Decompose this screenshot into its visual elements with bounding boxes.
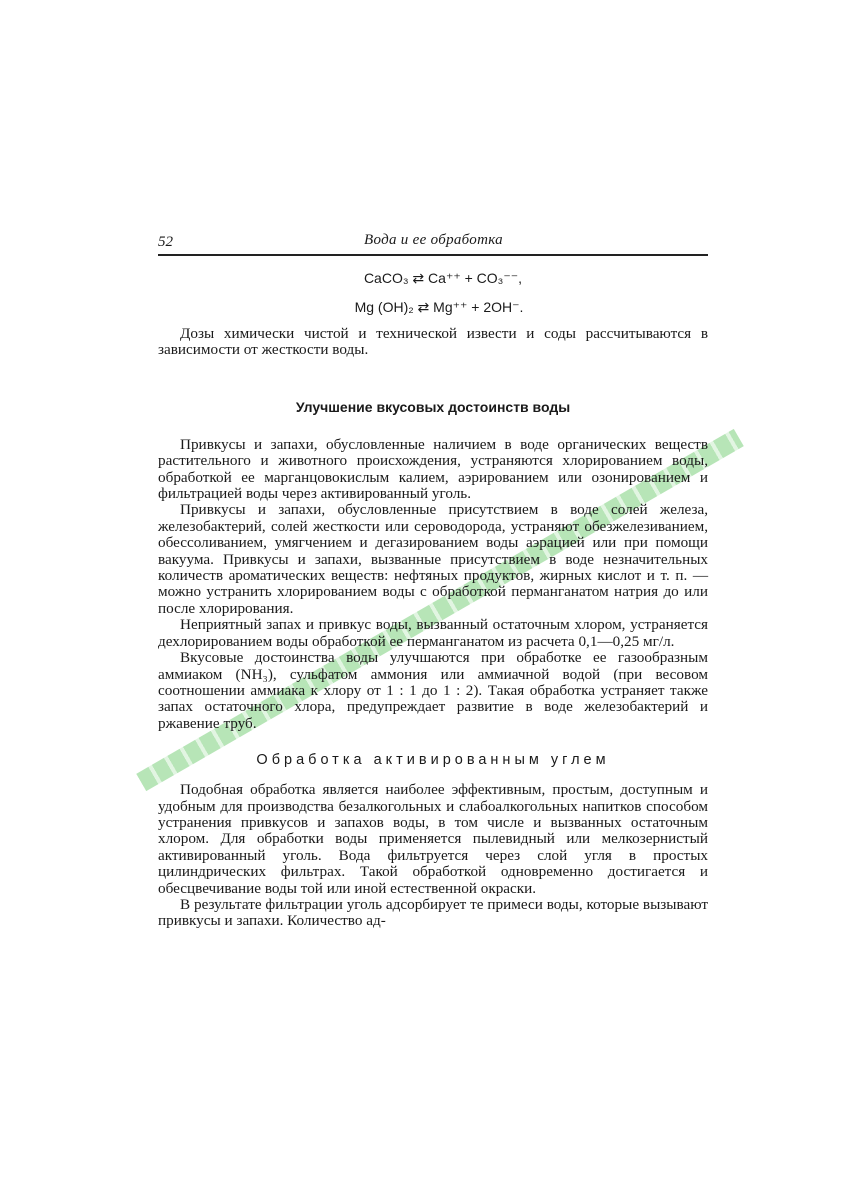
paragraph: Привкусы и запахи, обусловленные наличием в воде органических веществ растительного и животного происхождения, устраняются хлорированием воды, обработкой ее марганцовокислым калием, аэрированием или озонированием и фильтрацией воды через активированный уголь. <box>158 435 708 503</box>
running-head <box>158 232 708 256</box>
paragraph: Подобная обработка является наиболее эффективным, простым, доступным и удобным для производства безалкогольных и слабоалкогольных напитков способом устранения привкусов и запахов воды, в том числе и вызванных остаточным хлором. Для обработки воды применяется пылевидный или мелкозернистый активированный уголь. Вода фильтруется через слой угля в простых цилиндрических фильтрах. Такой обработкой одновременно достигается и обесцвечивание воды той или иной естественной окраски. <box>158 781 708 897</box>
paragraph: Вкусовые достоинства воды улучшаются при обработке ее газообразным аммиаком (NH₃), сульфатом аммония или аммиачной водой (при весовом соотношении аммиака к хлору от 1 : 1 до 1 : 2). Такая обработка устраняет также запах остаточного хлора, предупреждает развитие в воде железобактерий и ржавение труб. <box>158 649 708 732</box>
paragraph-lime-dosage: Дозы химически чистой и технической извести и соды рассчитываются в зависимости от жесткости воды. <box>158 325 708 359</box>
running-title: Вода и ее обработка <box>364 232 503 248</box>
paragraph: Привкусы и запахи, обусловленные присутствием в воде солей железа, железобактерий, солей жесткости или сероводорода, устраняют обезжелезиванием, обессоливанием, умягчением и дегазированием воды аэрацией или при помощи вакуума. Привкусы и запахи, вызванные присутствием в воде незначительных количеств ароматических веществ: нефтяных продуктов, жирных кислот и т. п. — можно устранить хлорированием воды с обработкой перманганатом натрия до или после хлорирования. <box>158 501 708 617</box>
section-heading-taste: Улучшение вкусовых достоинств воды <box>295 398 571 415</box>
formula-magnesium-hydroxide: Mg (OH)₂ ⇄ Mg⁺⁺ + 2OH⁻. <box>354 299 524 315</box>
formula-calcium-carbonate: CaCO₃ ⇄ Ca⁺⁺ + CO₃⁻⁻, <box>363 270 523 286</box>
paragraph: Неприятный запах и привкус воды, вызванный остаточным хлором, устраняется дехлорированием воды обработкой ее перманганатом из расчета 0,1—0,25 мг/л. <box>158 616 708 650</box>
book-page <box>158 232 708 930</box>
paragraph: В результате фильтрации уголь адсорбирует те примеси воды, которые вызывают привкусы и запахи. Количество ад- <box>158 895 708 930</box>
page-number: 52 <box>158 234 173 250</box>
section-heading-activated-carbon: Обработка активированным углем <box>256 752 610 769</box>
